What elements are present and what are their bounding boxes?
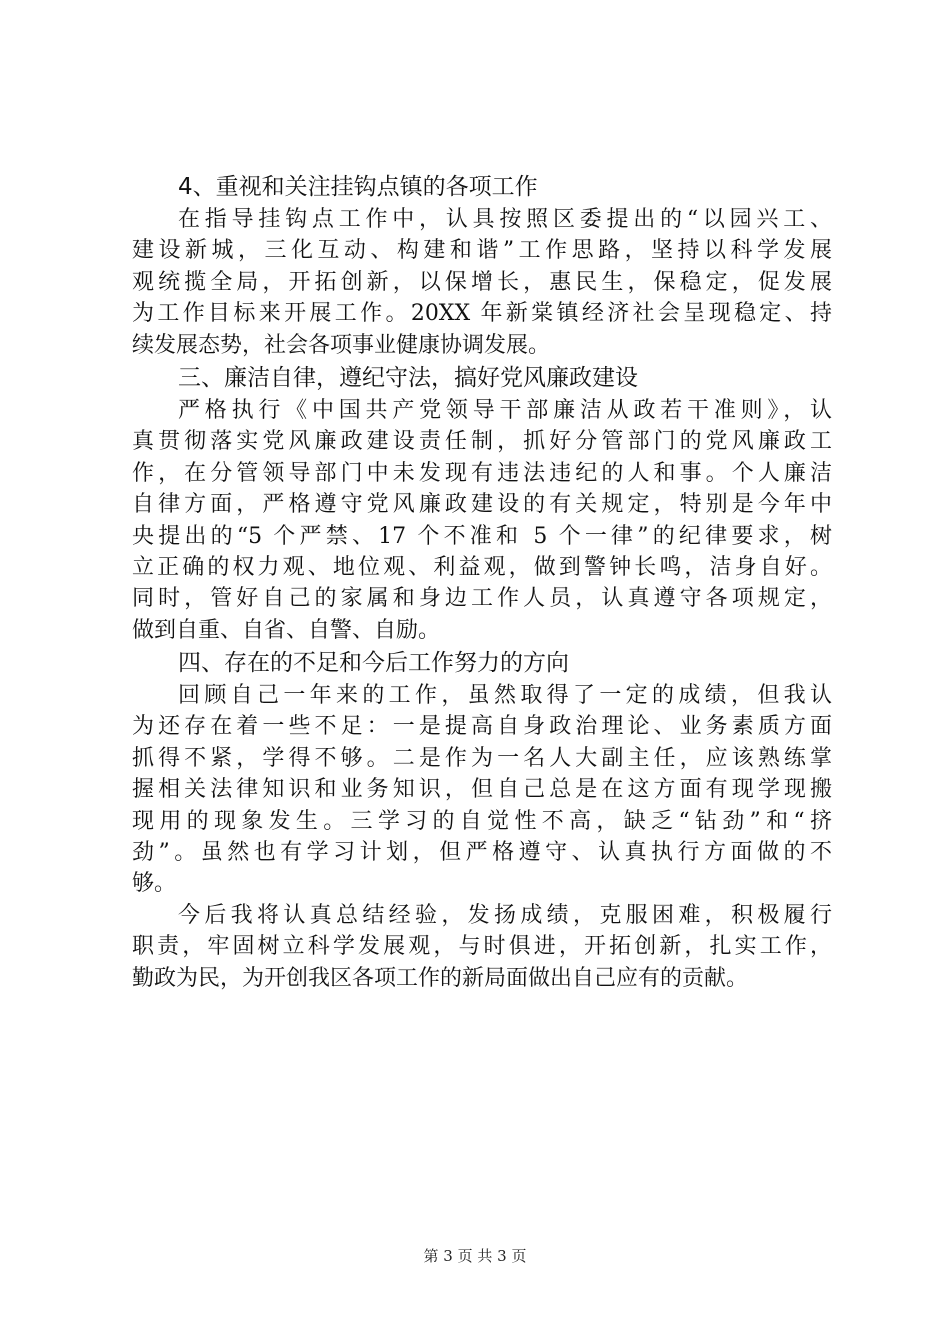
section-heading-shortcomings: 四、存在的不足和今后工作努力的方向 [178, 650, 569, 677]
paragraph-line: 在指导挂钩点工作中，认具按照区委提出的“以园兴工、 [178, 207, 832, 232]
paragraph-line: 同时，管好自己的家属和身边工作人员，认真遵守各项规定， [132, 586, 832, 612]
section-heading-4: 4、重视和关注挂钩点镇的各项工作 [178, 174, 538, 200]
paragraph-line: 做到自重、自省、自警、自励。 [132, 617, 441, 643]
paragraph-line: 回顾自己一年来的工作，虽然取得了一定的成绩，但我认 [178, 683, 832, 709]
paragraph-line: 现用的现象发生。三学习的自觉性不高，缺乏“钻劲”和“挤 [132, 808, 832, 834]
paragraph-line: 建设新城，三化互动、构建和谐”工作思路，坚持以科学发展 [132, 238, 832, 264]
paragraph-line: 续发展态势，社会各项事业健康协调发展。 [132, 332, 551, 358]
paragraph-line: 为还存在着一些不足：一是提高自身政治理论、业务素质方面 [132, 714, 832, 740]
paragraph-line: 立正确的权力观、地位观、利益观，做到警钟长鸣，洁身自好。 [132, 554, 832, 580]
paragraph-line: 今后我将认真总结经验，发扬成绩，克服困难，积极履行 [178, 902, 832, 928]
paragraph-line: 握相关法律知识和业务知识，但自己总是在这方面有现学现搬 [132, 777, 832, 803]
page-footer: 第 3 页 共 3 页 [423, 1247, 527, 1265]
paragraph-line: 自律方面，严格遵守党风廉政建设的有关规定，特别是今年中 [132, 492, 832, 518]
paragraph-line: 勤政为民，为开创我区各项工作的新局面做出自己应有的贡献。 [132, 965, 749, 991]
paragraph-line: 劲”。虽然也有学习计划，但严格遵守、认真执行方面做的不 [132, 840, 832, 866]
paragraph-line: 观统揽全局，开拓创新，以保增长，惠民生，保稳定，促发展 [132, 269, 832, 295]
paragraph-line: 作，在分管领导部门中未发现有违法违纪的人和事。个人廉洁 [132, 460, 832, 486]
section-heading-integrity: 三、廉洁自律，遵纪守法，搞好党风廉政建设 [178, 364, 638, 391]
document-body [132, 170, 832, 994]
paragraph-line: 严格执行《中国共产党领导干部廉洁从政若干准则》，认 [178, 397, 832, 423]
paragraph-line: 为工作目标来开展工作。20XX 年新棠镇经济社会呈现稳定、持 [132, 301, 832, 327]
paragraph-line: 够。 [132, 871, 177, 897]
paragraph-line: 抓得不紧，学得不够。二是作为一名人大副主任，应该熟练掌 [132, 745, 832, 771]
paragraph-line: 职责，牢固树立科学发展观，与时俱进，开拓创新，扎实工作， [132, 934, 832, 960]
paragraph-line: 央提出的“5 个严禁、17 个不准和 5 个一律”的纪律要求，树 [132, 523, 832, 549]
paragraph-line: 真贯彻落实党风廉政建设责任制，抓好分管部门的党风廉政工 [132, 429, 832, 455]
